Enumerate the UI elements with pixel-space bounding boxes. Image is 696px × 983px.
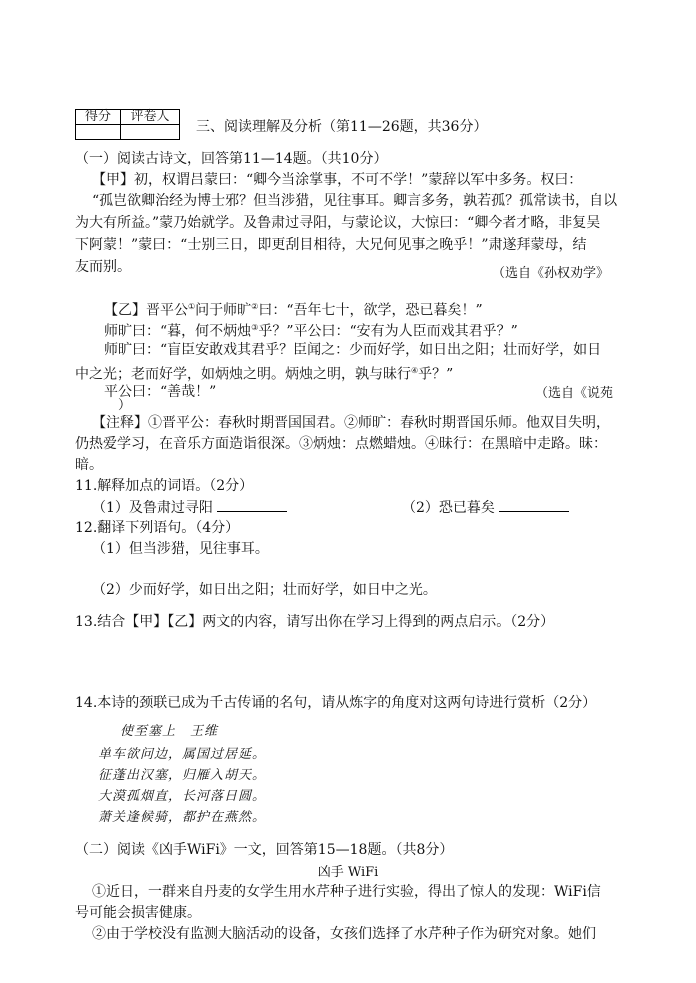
grader-label: 评卷人 [121,110,180,125]
part2-heading: （二）阅读《凶手WiFi》一文，回答第15—18题。（共8分） [75,842,454,858]
notes-line-3: 暗。 [75,457,103,473]
yi-line-4-b: 乎？” [418,366,454,383]
yi-line-5: 平公曰：“善哉！” [104,384,217,400]
jia-line-2: “孤岂欲卿治经为博士邪？但当涉猎，见往事耳。卿言多务，孰若孤？孤常读书，自以 [92,193,618,209]
poem-title: 使至塞上 王维 [120,724,219,739]
q13-text: 13.结合【甲】【乙】两文的内容，请写出你在学习上得到的两点启示。（2分） [75,614,555,630]
q12-text: 12.翻译下列语句。（4分） [75,520,240,536]
note-marker-2: ② [251,302,259,311]
yi-line-2 [104,318,518,342]
section3-title: 三、阅读理解及分析（第11—26题，共36分） [196,119,488,135]
jia-line-3: 为大有所益。”蒙乃始就学。及鲁肃过寻阳，与蒙论议，大惊曰：“卿今者才略，非复吴 [75,215,601,231]
notes-line-2: 仍热爱学习，在音乐方面造诣很深。③炳烛：点燃蜡烛。④昧行：在黑暗中走路。昧： [75,436,607,452]
q11-text: 11.解释加点的词语。（2分） [75,478,254,494]
q11-item-1-label: （1）及鲁肃过寻阳 [92,500,213,516]
jia-line-1: 【甲】初，权谓吕蒙曰：“卿今当涂掌事，不可不学！”蒙辞以军中多务。权曰： [92,172,583,188]
yi-source: （选自《说苑 [535,386,614,401]
note-marker-3: ③ [251,323,259,332]
poem-line-3: 大漠孤烟直，长河落日圆。 [98,789,267,804]
article-title: 凶手 WiFi [317,865,379,880]
poem-line-2: 征蓬出汉塞，归雁入胡天。 [98,768,267,783]
yi-line-1-a: 【乙】晋平公 [104,302,188,319]
score-label: 得分 [76,110,121,125]
q14-text: 14.本诗的颈联已成为千古传诵的名句，请从炼字的角度对这两句诗进行赏析（2分） [75,695,597,711]
article-p1-line-2: 号可能会损害健康。 [75,905,201,921]
score-table [75,109,180,140]
q11-item-2 [402,497,569,518]
yi-line-2-a: 师旷曰：“暮，何不炳烛 [104,323,252,340]
part1-heading: （一）阅读古诗文，回答第11—14题。（共10分） [75,151,388,167]
yi-line-3: 师旷曰：“盲臣安敢戏其君乎？臣闻之：少而好学，如日出之阳；壮而好学，如日 [104,342,602,358]
jia-source: （选自《孙权劝学》 [492,266,610,281]
yi-line-1-c: 曰：“吾年七十，欲学，恐已暮矣！” [258,302,483,319]
article-p2-line-1: ②由于学校没有监测大脑活动的设备，女孩们选择了水芹种子作为研究对象。她们 [92,926,596,942]
q11-item-1 [92,497,287,518]
score-cell[interactable] [76,125,121,140]
jia-line-5: 友而别。 [75,259,131,275]
note-marker-1: ① [188,302,196,311]
q11-answer-2[interactable] [499,497,569,512]
yi-source-close: ） [118,398,132,413]
q11-answer-1[interactable] [217,497,287,512]
yi-line-2-b: 乎？”平公曰：“安有为人臣而戏其君乎？” [258,323,518,340]
poem-line-1: 单车欲问边，属国过居延。 [98,747,267,762]
jia-line-4: 下阿蒙！”蒙曰：“士别三日，即更刮目相待，大兄何见事之晚乎！”肃遂拜蒙母，结 [75,237,587,253]
q11-item-2-label: （2）恐已暮矣 [402,500,495,516]
grader-cell[interactable] [121,125,180,140]
q12-item-1: （1）但当涉猎，见往事耳。 [92,541,269,557]
poem-line-4: 萧关逢候骑，都护在燕然。 [98,810,267,825]
yi-line-4-a: 中之光；老而好学，如炳烛之明。炳烛之明，孰与昧行 [75,366,411,383]
article-p1-line-1: ①近日，一群来自丹麦的女学生用水芹种子进行实验，得出了惊人的发现：WiFi信 [92,884,601,900]
note-marker-4: ④ [411,366,419,375]
notes-line-1: 【注释】①晋平公：春秋时期晋国国君。②师旷：春秋时期晋国乐师。他双目失明， [92,415,610,431]
yi-line-1-b: 问于师旷 [195,302,252,319]
q12-item-2: （2）少而好学，如日出之阳；壮而好学，如日中之光。 [92,582,437,598]
